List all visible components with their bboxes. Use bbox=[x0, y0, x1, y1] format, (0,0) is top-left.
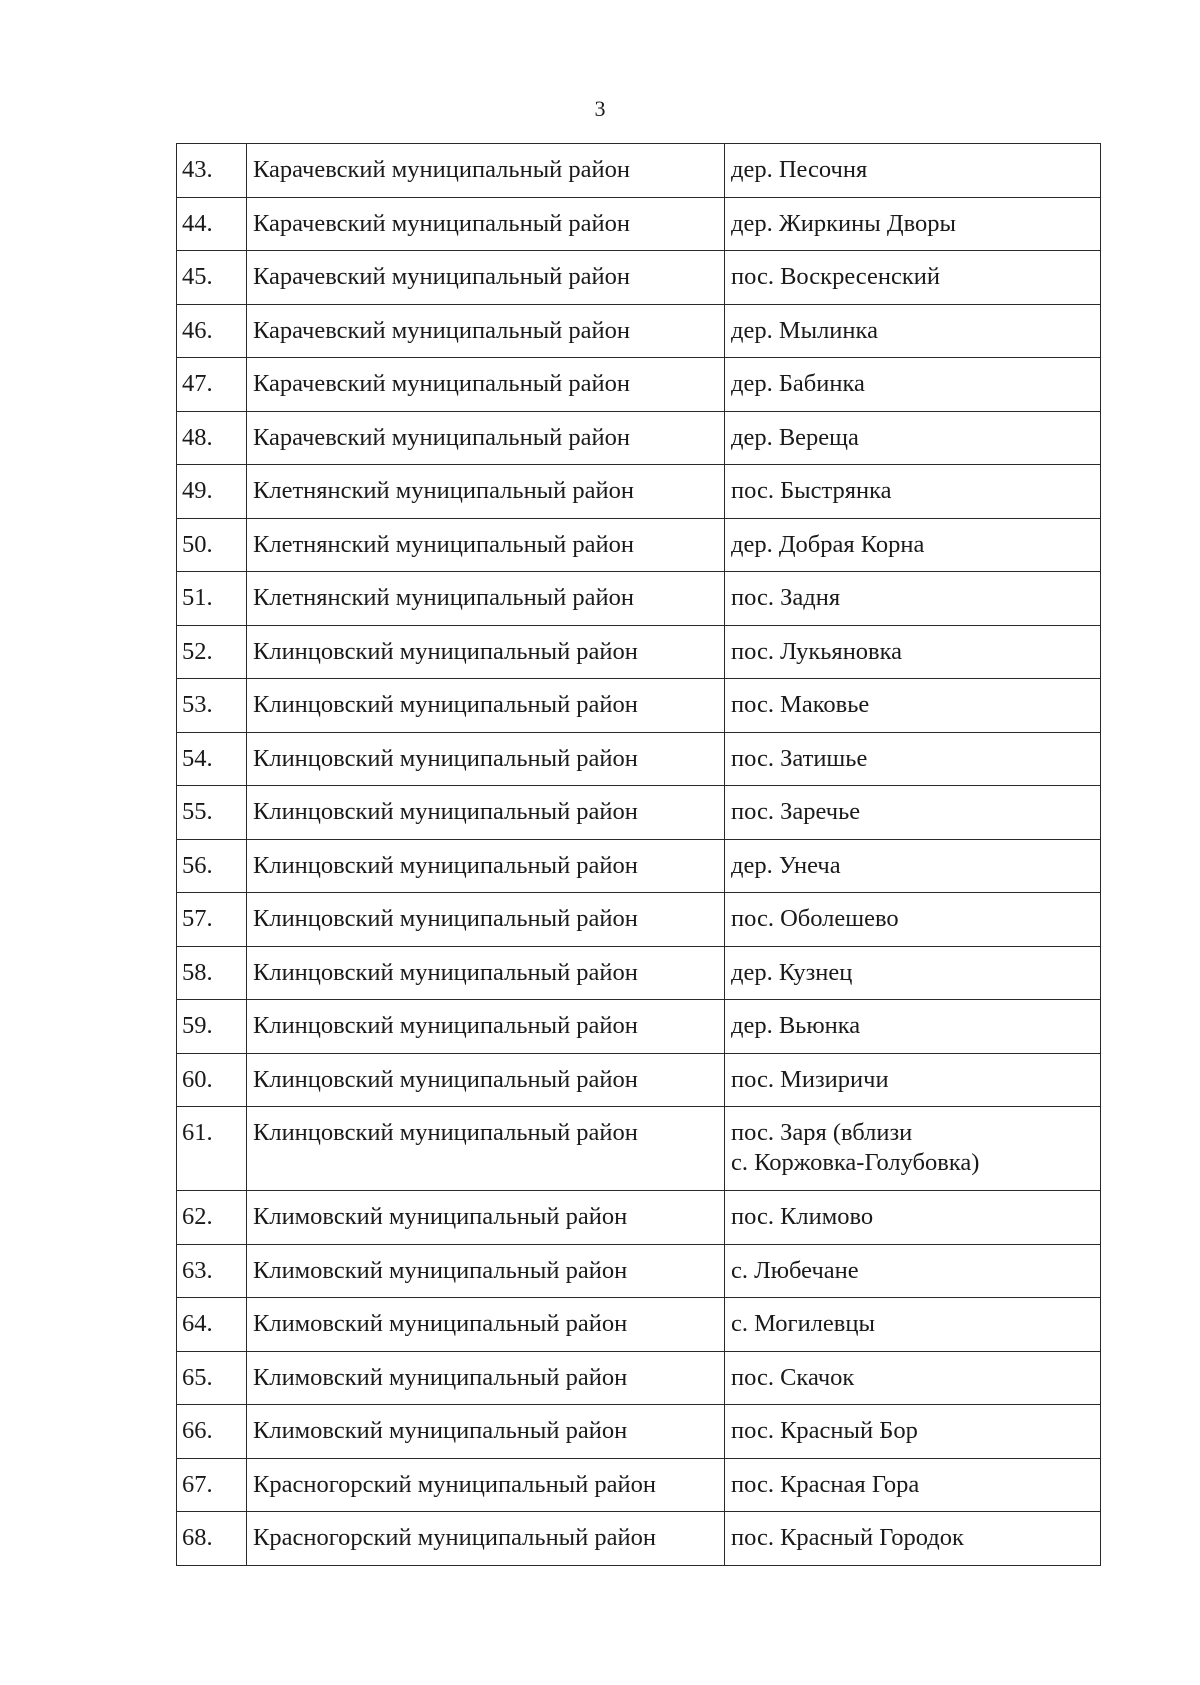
locality-line: дер. Жиркины Дворы bbox=[731, 209, 956, 237]
district-cell: Климовский муниципальный район bbox=[247, 1191, 725, 1245]
table-row bbox=[177, 1244, 1101, 1298]
table-row bbox=[177, 1053, 1101, 1107]
row-number: 46. bbox=[177, 304, 247, 358]
table-row bbox=[177, 732, 1101, 786]
row-number: 52. bbox=[177, 625, 247, 679]
table-row bbox=[177, 839, 1101, 893]
table-row bbox=[177, 518, 1101, 572]
locality-cell bbox=[725, 197, 1101, 251]
locality-cell bbox=[725, 1351, 1101, 1405]
locality-cell bbox=[725, 1053, 1101, 1107]
district-cell: Клетнянский муниципальный район bbox=[247, 518, 725, 572]
district-cell: Карачевский муниципальный район bbox=[247, 304, 725, 358]
district-cell: Клинцовский муниципальный район bbox=[247, 893, 725, 947]
locality-line: пос. Быстрянка bbox=[731, 477, 892, 504]
locality-line: дер. Песочня bbox=[731, 156, 868, 183]
row-number: 66. bbox=[177, 1405, 247, 1459]
district-cell: Карачевский муниципальный район bbox=[247, 197, 725, 251]
locality-cell bbox=[725, 786, 1101, 840]
row-number: 49. bbox=[177, 465, 247, 519]
locality-line: пос. Красная Гора bbox=[731, 1470, 920, 1498]
table-row bbox=[177, 358, 1101, 412]
locality-line: пос. Воскресенский bbox=[731, 263, 940, 290]
page-number: 3 bbox=[594, 96, 606, 121]
district-cell: Климовский муниципальный район bbox=[247, 1405, 725, 1459]
district-cell: Клинцовский муниципальный район bbox=[247, 839, 725, 893]
locality-cell bbox=[725, 358, 1101, 412]
locality-cell bbox=[725, 839, 1101, 893]
locality-line: пос. Затишье bbox=[731, 744, 868, 772]
locality-line: пос. Климово bbox=[731, 1203, 874, 1230]
district-cell: Клинцовский муниципальный район bbox=[247, 625, 725, 679]
table-row bbox=[177, 411, 1101, 465]
district-cell: Карачевский муниципальный район bbox=[247, 251, 725, 305]
row-number: 47. bbox=[177, 358, 247, 412]
district-cell: Клетнянский муниципальный район bbox=[247, 465, 725, 519]
district-cell: Клинцовский муниципальный район bbox=[247, 1107, 725, 1191]
row-number: 50. bbox=[177, 518, 247, 572]
locality-cell bbox=[725, 732, 1101, 786]
table-row bbox=[177, 946, 1101, 1000]
locality-cell bbox=[725, 1405, 1101, 1459]
locality-cell bbox=[725, 1458, 1101, 1512]
locality-line: дер. Добрая Корна bbox=[731, 530, 925, 558]
table-body bbox=[177, 144, 1101, 1566]
district-cell: Красногорский муниципальный район bbox=[247, 1512, 725, 1566]
locality-line: пос. Заречье bbox=[731, 798, 861, 825]
district-cell: Карачевский муниципальный район bbox=[247, 358, 725, 412]
locality-cell bbox=[725, 893, 1101, 947]
row-number: 55. bbox=[177, 786, 247, 840]
table-row bbox=[177, 1512, 1101, 1566]
locality-table bbox=[176, 143, 1101, 1566]
row-number: 60. bbox=[177, 1053, 247, 1107]
locality-cell bbox=[725, 411, 1101, 465]
locality-cell bbox=[725, 679, 1101, 733]
row-number: 45. bbox=[177, 251, 247, 305]
locality-line: дер. Унеча bbox=[731, 851, 841, 879]
locality-line: пос. Оболешево bbox=[731, 905, 899, 932]
locality-cell bbox=[725, 465, 1101, 519]
locality-line: с. Любечане bbox=[731, 1256, 859, 1284]
row-number: 68. bbox=[177, 1512, 247, 1566]
table-row bbox=[177, 251, 1101, 305]
table-row bbox=[177, 1000, 1101, 1054]
locality-cell bbox=[725, 572, 1101, 626]
locality-line: дер. Вереща bbox=[731, 423, 859, 451]
table-row bbox=[177, 144, 1101, 198]
row-number: 63. bbox=[177, 1244, 247, 1298]
table-row bbox=[177, 1458, 1101, 1512]
locality-line: дер. Бабинка bbox=[731, 370, 865, 397]
locality-line: с. Коржовка-Голубовка) bbox=[731, 1149, 980, 1176]
table-row bbox=[177, 786, 1101, 840]
row-number: 64. bbox=[177, 1298, 247, 1352]
locality-line: пос. Красный Бор bbox=[731, 1417, 918, 1444]
district-cell: Клинцовский муниципальный район bbox=[247, 679, 725, 733]
locality-line: пос. Заря (вблизи bbox=[731, 1119, 913, 1146]
district-cell: Клинцовский муниципальный район bbox=[247, 1053, 725, 1107]
district-cell: Климовский муниципальный район bbox=[247, 1244, 725, 1298]
district-cell: Климовский муниципальный район bbox=[247, 1351, 725, 1405]
row-number: 61. bbox=[177, 1107, 247, 1191]
row-number: 62. bbox=[177, 1191, 247, 1245]
locality-cell bbox=[725, 1298, 1101, 1352]
locality-cell bbox=[725, 518, 1101, 572]
locality-cell bbox=[725, 304, 1101, 358]
table-row bbox=[177, 1298, 1101, 1352]
table-row bbox=[177, 572, 1101, 626]
row-number: 59. bbox=[177, 1000, 247, 1054]
table-row bbox=[177, 1405, 1101, 1459]
locality-cell bbox=[725, 1512, 1101, 1566]
district-cell: Клинцовский муниципальный район bbox=[247, 786, 725, 840]
locality-line: дер. Кузнец bbox=[731, 958, 853, 986]
locality-cell bbox=[725, 946, 1101, 1000]
row-number: 44. bbox=[177, 197, 247, 251]
locality-line: пос. Мизиричи bbox=[731, 1065, 889, 1093]
locality-line: дер. Мылинка bbox=[731, 316, 878, 344]
district-cell: Красногорский муниципальный район bbox=[247, 1458, 725, 1512]
row-number: 56. bbox=[177, 839, 247, 893]
table-row bbox=[177, 465, 1101, 519]
row-number: 51. bbox=[177, 572, 247, 626]
row-number: 43. bbox=[177, 144, 247, 198]
district-cell: Клетнянский муниципальный район bbox=[247, 572, 725, 626]
row-number: 53. bbox=[177, 679, 247, 733]
locality-cell bbox=[725, 1191, 1101, 1245]
row-number: 58. bbox=[177, 946, 247, 1000]
locality-cell bbox=[725, 1107, 1101, 1191]
row-number: 48. bbox=[177, 411, 247, 465]
table-row bbox=[177, 1191, 1101, 1245]
locality-line: пос. Маковье bbox=[731, 691, 870, 718]
locality-cell bbox=[725, 251, 1101, 305]
locality-cell bbox=[725, 1000, 1101, 1054]
table-row bbox=[177, 625, 1101, 679]
row-number: 54. bbox=[177, 732, 247, 786]
locality-line: с. Могилевцы bbox=[731, 1310, 875, 1337]
district-cell: Клинцовский муниципальный район bbox=[247, 1000, 725, 1054]
district-cell: Карачевский муниципальный район bbox=[247, 144, 725, 198]
locality-line: пос. Задня bbox=[731, 584, 841, 611]
district-cell: Климовский муниципальный район bbox=[247, 1298, 725, 1352]
locality-line: дер. Вьюнка bbox=[731, 1012, 861, 1039]
locality-line: пос. Красный Городок bbox=[731, 1524, 964, 1551]
row-number: 67. bbox=[177, 1458, 247, 1512]
district-cell: Клинцовский муниципальный район bbox=[247, 732, 725, 786]
row-number: 57. bbox=[177, 893, 247, 947]
table-row bbox=[177, 1351, 1101, 1405]
locality-line: пос. Лукьяновка bbox=[731, 637, 903, 665]
locality-cell bbox=[725, 625, 1101, 679]
table-row bbox=[177, 1107, 1101, 1191]
table-row bbox=[177, 197, 1101, 251]
table-row bbox=[177, 679, 1101, 733]
district-cell: Клинцовский муниципальный район bbox=[247, 946, 725, 1000]
locality-cell bbox=[725, 1244, 1101, 1298]
table-row bbox=[177, 893, 1101, 947]
table-row bbox=[177, 304, 1101, 358]
district-cell: Карачевский муниципальный район bbox=[247, 411, 725, 465]
locality-line: пос. Скачок bbox=[731, 1363, 855, 1391]
locality-cell bbox=[725, 144, 1101, 198]
row-number: 65. bbox=[177, 1351, 247, 1405]
